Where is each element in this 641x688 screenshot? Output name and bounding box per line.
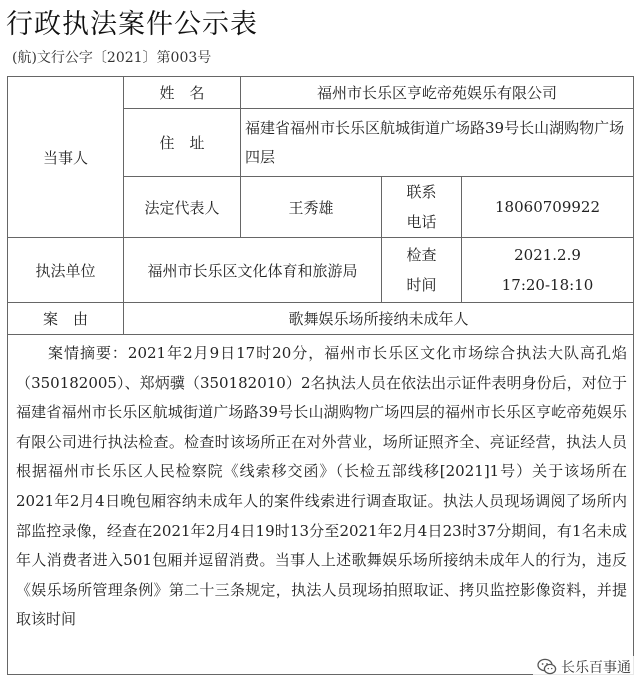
phone-value: 18060709922 — [462, 177, 634, 238]
name-label: 姓 名 — [124, 77, 241, 109]
party-label: 当事人 — [8, 77, 124, 238]
address-label: 住 址 — [124, 109, 241, 177]
agency-label: 执法单位 — [8, 238, 124, 303]
inspection-time-value: 17:20-18:10 — [501, 276, 594, 294]
wechat-icon — [537, 658, 557, 676]
legal-rep-label: 法定代表人 — [124, 177, 241, 238]
table-row — [8, 238, 634, 303]
case-table — [7, 76, 634, 675]
phone-label: 联系电话 — [382, 177, 462, 238]
case-summary: 案情摘要：2021年2月9日17时20分，福州市长乐区文化市场综合执法大队高孔焰（350182005）、郑炳骥（350182010）2名执法人员在依法出示证件表明身份后，对位于福建省福州市长乐区航城街道广场路39号长山湖购物广场四层的福州市长乐区亨屹帝苑娱乐有限公司进行执法检查。检查时该场所正在对外营业，场所证照齐全、亮证经营，执法人员根据福州市长乐区人民检察院《线索移交函》（长检五部线移[2021]1号）关于该场所在2021年2月4日晚包厢容纳未成年人的案件线索进行调查取证。执法人员现场调阅了场所内部监控录像，经查在2021年2月4日19时13分至2021年2月4日23时37分期间，有1名未成年人消费者进入501包厢并逗留消费。当事人上述歌舞娱乐场所接纳未成年人的行为，违反《娱乐场所管理条例》第二十三条规定，执法人员现场拍照取证、拷贝监控影像资料，并提取该时间 — [8, 335, 634, 675]
inspection-date-label: 检查时间 — [382, 238, 462, 303]
document-number: (航)文行公字〔2021〕第003号 — [12, 50, 212, 66]
table-row — [8, 77, 634, 109]
agency-value: 福州市长乐区文化体育和旅游局 — [124, 238, 382, 303]
watermark — [533, 656, 635, 678]
name-value: 福州市长乐区亨屹帝苑娱乐有限公司 — [241, 77, 634, 109]
table-row — [8, 303, 634, 335]
cause-label: 案 由 — [8, 303, 124, 335]
watermark-text: 长乐百事通 — [561, 660, 631, 676]
table-row — [8, 335, 634, 675]
document-title: 行政执法案件公示表 — [6, 9, 258, 40]
address-value: 福建省福州市长乐区航城街道广场路39号长山湖购物广场四层 — [241, 109, 634, 177]
cause-value: 歌舞娱乐场所接纳未成年人 — [124, 303, 634, 335]
legal-rep-value: 王秀雄 — [241, 177, 382, 238]
inspection-datetime — [462, 238, 634, 303]
inspection-date-value: 2021.2.9 — [514, 246, 581, 264]
